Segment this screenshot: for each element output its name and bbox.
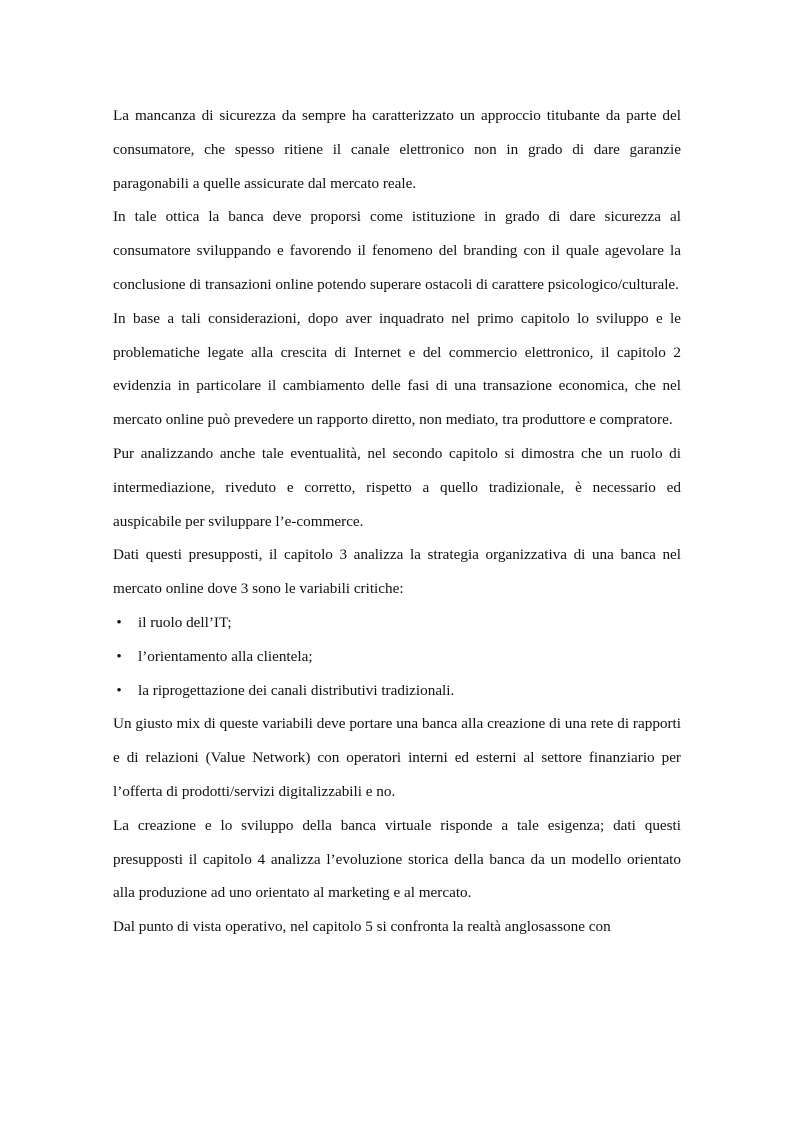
list-item-text: il ruolo dell’IT; bbox=[138, 613, 232, 631]
list-item-text: l’orientamento alla clientela; bbox=[138, 647, 313, 665]
document-page bbox=[113, 99, 681, 944]
list-item bbox=[113, 606, 681, 640]
critical-variables-list bbox=[113, 606, 681, 707]
list-item bbox=[113, 640, 681, 674]
paragraph-chapter-3: Dati questi presupposti, il capitolo 3 analizza la strategia organizzativa di una banca nel mercato online dove 3 sono le variabili critiche: bbox=[113, 546, 681, 598]
paragraph-intermediation: Pur analizzando anche tale eventualità, nel secondo capitolo si dimostra che un ruolo di intermediazione, riveduto e corretto, rispetto a quello tradizionale, è necessario ed auspicabile per sviluppare l’e-commerce. bbox=[113, 444, 681, 530]
paragraph-chapter-2: In base a tali considerazioni, dopo aver inquadrato nel primo capitolo lo sviluppo e le problematiche legate alla crescita di Internet e del commercio elettronico, il capitolo 2 evidenzia in particolare il cambiamento delle fasi di una transazione economica, che nel mercato online può prevedere un rapporto diretto, non mediato, tra produttore e compratore. bbox=[113, 309, 681, 429]
bullet-icon: • bbox=[116, 647, 122, 665]
list-item bbox=[113, 674, 681, 708]
bullet-icon: • bbox=[116, 681, 122, 699]
paragraph-branding: In tale ottica la banca deve proporsi come istituzione in grado di dare sicurezza al consumatore sviluppando e favorendo il fenomeno del branding con il quale agevolare la conclusione di transazioni online potendo superare ostacoli di carattere psicologico/culturale. bbox=[113, 208, 681, 293]
paragraph-value-network: Un giusto mix di queste variabili deve portare una banca alla creazione di una rete di rapporti e di relazioni (Value Network) con operatori interni ed esterni al settore finanziario per l’offerta di prodotti/servizi digitalizzabili e no. bbox=[113, 715, 681, 800]
bullet-icon: • bbox=[116, 613, 122, 631]
paragraph-chapter-4: La creazione e lo sviluppo della banca virtuale risponde a tale esigenza; dati questi presupposti il capitolo 4 analizza l’evoluzione storica della banca da un modello orientato alla produzione ad uno orientato al marketing e al mercato. bbox=[113, 816, 681, 902]
paragraph-security: La mancanza di sicurezza da sempre ha caratterizzato un approccio titubante da parte del consumatore, che spesso ritiene il canale elettronico non in grado di dare garanzie paragonabili a quelle assicurate dal mercato reale. bbox=[113, 107, 681, 192]
paragraph-chapter-5: Dal punto di vista operativo, nel capitolo 5 si confronta la realtà anglosassone con bbox=[113, 918, 611, 936]
list-item-text: la riprogettazione dei canali distributivi tradizionali. bbox=[138, 681, 455, 699]
